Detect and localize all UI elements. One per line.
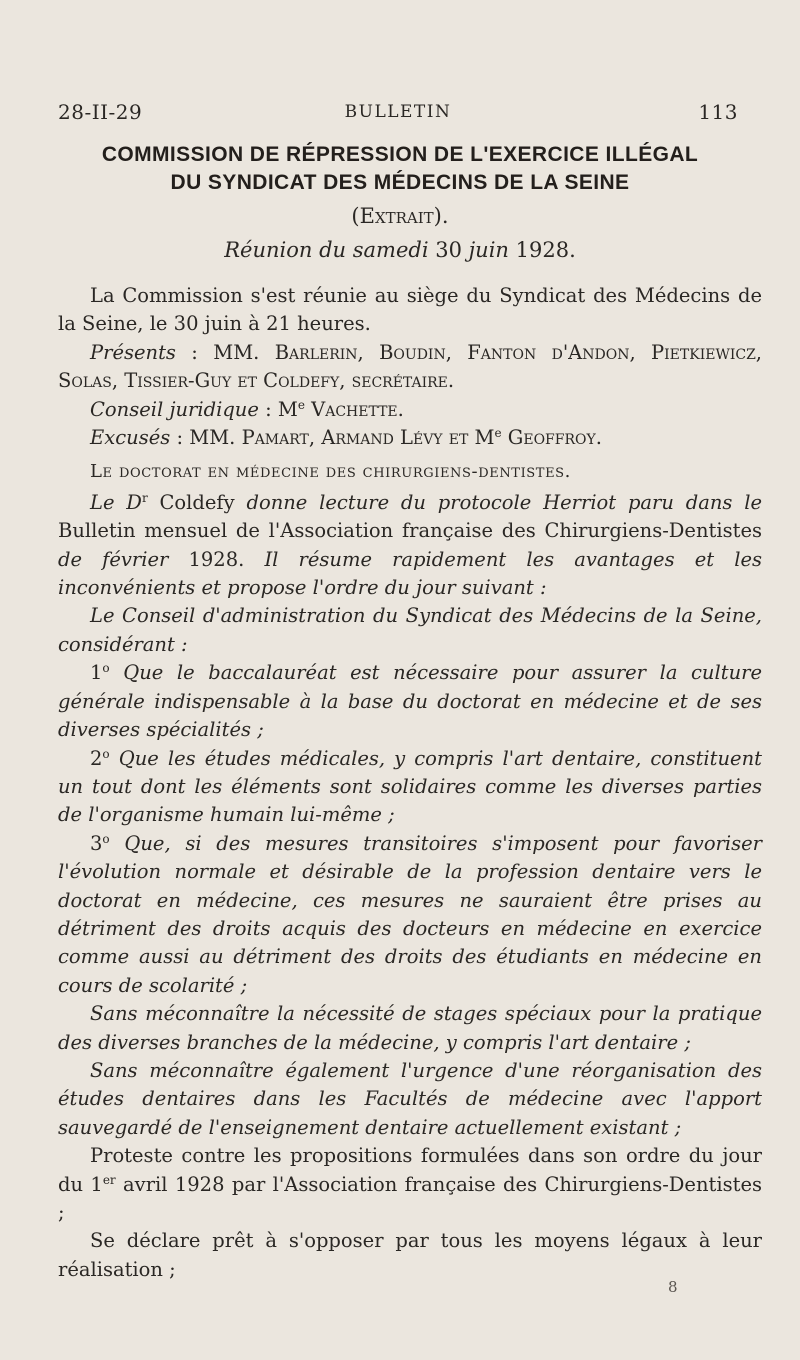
meeting-year: 1928. <box>515 238 576 262</box>
p5-sup: er <box>102 1172 116 1187</box>
excuses-paragraph <box>58 424 762 452</box>
excuses-sup: e <box>494 426 502 441</box>
paragraph-reorganisation: Sans méconnaître également l'urgence d'une réorganisation des études dentaires dans les Facultés de médecine avec l'apport sauvegardé de l'enseignement dentaire actuellement existant ; <box>58 1058 762 1139</box>
item-3 <box>58 830 762 1000</box>
p5-a: Proteste contre les propositions formulées dans son ordre du jour du 1 <box>58 1144 762 1196</box>
item-1-text: Que le baccalauréat est nécessaire pour assurer la culture générale indispensable à la base du doctorat en médecine et de ses diverses spécialités ; <box>58 661 762 742</box>
meeting-day: 30 <box>435 238 462 262</box>
title-line-2: DU SYNDICAT DES MÉDECINS DE LA SEINE <box>170 171 630 194</box>
presents-list: : MM. Barlerin, Boudin, Fanton d'Andon, Pietkiewicz, Solas, Tissier-Guy et Coldefy, secrétaire. <box>58 340 762 393</box>
presents-paragraph <box>58 339 762 396</box>
item-2-text: Que les études médicales, y compris l'art dentaire, constituent un tout dont les éléments sont solidaires comme les diverses parties de l'organisme humain lui-même ; <box>58 746 762 827</box>
intro-paragraph: La Commission s'est réunie au siège du Syndicat des Médecins de la Seine, le 30 juin à 21 heures. <box>58 284 762 336</box>
item-1-num: 1 <box>90 661 103 685</box>
header-journal: BULLETIN <box>344 102 452 122</box>
excuses-list: : MM. Pamart, Armand Lévy et M <box>170 426 495 450</box>
section-heading: Le doctorat en médecine des chirurgiens-dentistes. <box>90 461 571 483</box>
meeting-date-line <box>0 238 800 262</box>
meeting-label: Réunion du samedi <box>224 238 429 262</box>
presents-label: Présents <box>90 340 176 364</box>
p1-e: de février <box>58 547 169 571</box>
p1-sup: r <box>141 490 148 505</box>
header-date: 28-II-29 <box>58 100 143 124</box>
item-1-sup: o <box>102 661 110 676</box>
p1-c: donne lecture du protocole Herriot paru dans le <box>246 490 762 514</box>
header-page-number: 113 <box>698 100 738 124</box>
p5-b: avril 1928 par l'Association française des Chirurgiens-Dentistes ; <box>58 1172 762 1224</box>
running-head <box>58 100 738 126</box>
title-line-1: COMMISSION DE RÉPRESSION DE L'EXERCICE ILLÉGAL <box>101 143 699 166</box>
conseil-name: Vachette. <box>304 397 404 421</box>
conseil-sup: e <box>297 397 305 412</box>
item-2 <box>58 745 762 830</box>
item-1 <box>58 659 762 744</box>
item-3-sup: o <box>102 831 110 846</box>
extrait-label: (Extrait). <box>351 204 449 228</box>
meeting-month: juin <box>468 238 509 262</box>
item-3-text: Que, si des mesures transitoires s'imposent pour favoriser l'évolution normale et désirable de la profession dentaire vers le doctorat en médecine, ces mesures ne sauraient être prises au détriment des droits acquis des docteurs en médecine en exercice comme aussi au détriment des droits des étudiants en médecine en cours de scolarité ; <box>58 831 762 997</box>
p1-a: Le D <box>90 490 142 514</box>
paragraph-declare: Se déclare prêt à s'opposer par tous les moyens légaux à leur réalisation ; <box>58 1229 762 1281</box>
paragraph-stages: Sans méconnaître la nécessité de stages spéciaux pour la pratique des diverses branches de la médecine, y compris l'art dentaire ; <box>58 1002 762 1054</box>
item-3-num: 3 <box>90 831 103 855</box>
item-2-num: 2 <box>90 746 103 770</box>
p1-f: 1928. <box>168 547 265 571</box>
paragraph-proteste <box>58 1142 762 1227</box>
body-text <box>58 282 762 1284</box>
paragraph-coldefy <box>58 489 762 603</box>
p1-d: Bulletin mensuel de l'Association française des Chirurgiens-Dentistes <box>58 519 762 543</box>
conseil-prefix: : M <box>258 397 298 421</box>
conseil-paragraph <box>58 396 762 424</box>
excuses-name: Geoffroy. <box>501 426 602 450</box>
conseil-label: Conseil juridique <box>90 397 259 421</box>
item-2-sup: o <box>102 746 110 761</box>
signature-mark: 8 <box>668 1278 678 1296</box>
excuses-label: Excusés <box>90 426 171 450</box>
paragraph-conseil-admin: Le Conseil d'administration du Syndicat des Médecins de la Seine, considérant : <box>58 604 762 656</box>
p1-g: Il résume rapidement les avantages et les inconvénients et propose l'ordre du jour suivant : <box>58 547 763 600</box>
p1-b: Coldefy <box>147 490 247 514</box>
